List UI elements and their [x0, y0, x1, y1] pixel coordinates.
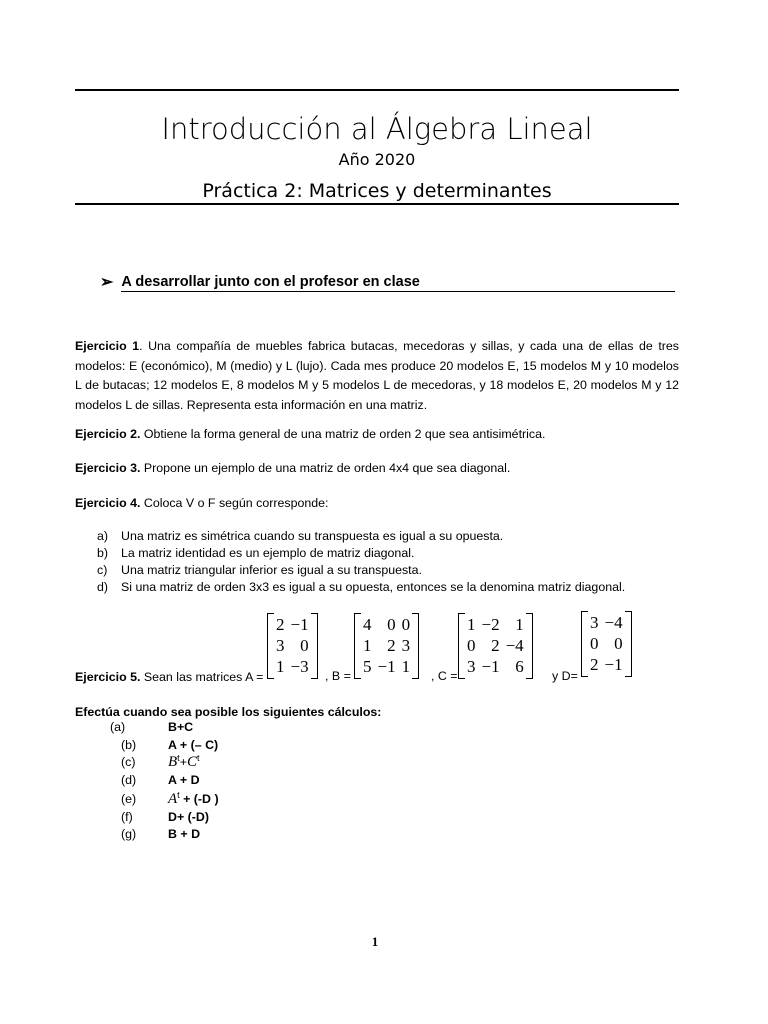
list-item-text: La matriz identidad es un ejemplo de matriz diagonal.	[121, 546, 415, 560]
matrix-cell: −1	[290, 615, 309, 634]
calculations-intro	[75, 703, 679, 723]
matrix-c-table	[464, 614, 527, 677]
matrix-cell: 1	[276, 657, 285, 676]
matrix-cell: 0	[300, 636, 309, 655]
list-item-text: Una matriz triangular inferior es igual a su transpuesta.	[121, 563, 422, 577]
exercise-5-text: Sean las matrices A =	[140, 670, 264, 684]
matrix-cell: 1	[401, 657, 411, 676]
matrix-cell: 0	[401, 615, 411, 634]
top-rule	[75, 89, 679, 91]
matrix-cell: 2	[276, 615, 285, 634]
exercise-4	[75, 494, 679, 514]
transpose-superscript: t	[177, 790, 180, 800]
list-item-label: b)	[97, 546, 109, 560]
list-item	[97, 580, 625, 594]
matrix-cell: 3	[590, 613, 599, 632]
section-heading-text: A desarrollar junto con el profesor en clase	[121, 274, 675, 292]
left-bracket	[581, 611, 588, 677]
calc-item-label: (d)	[121, 773, 137, 787]
calc-item-expr: A + D	[168, 773, 200, 787]
operator: + (-D )	[179, 792, 219, 807]
exercise-5-label: Ejercicio 5.	[75, 670, 141, 684]
matrix-c-label: , C =	[431, 669, 458, 683]
document-title: Introducción al Álgebra Lineal	[161, 112, 593, 146]
matrix-cell: −4	[505, 636, 524, 655]
matrix-symbol: B	[168, 754, 178, 771]
matrix-cell: 2	[590, 655, 599, 674]
section-heading	[100, 272, 675, 292]
matrix-d-table	[587, 612, 626, 675]
calc-item-label: (c)	[121, 755, 136, 769]
matrix-symbol: C	[186, 754, 197, 771]
matrix-d	[581, 611, 632, 675]
list-item-label: c)	[97, 563, 108, 577]
exercise-2	[75, 425, 679, 445]
matrix-cell: 5	[363, 657, 372, 676]
page-number: 1	[371, 934, 379, 949]
right-bracket	[526, 613, 533, 679]
matrix-cell: 6	[515, 657, 524, 676]
calc-item-label: (g)	[121, 827, 137, 841]
matrix-b	[354, 613, 419, 677]
left-bracket	[354, 613, 361, 679]
exercise-4-text: Coloca V o F según corresponde:	[140, 496, 329, 510]
right-bracket	[412, 613, 419, 679]
transpose-superscript: t	[177, 753, 180, 763]
list-item	[97, 529, 503, 543]
matrix-d-label: y D=	[552, 669, 578, 683]
calc-item-expr: B+C	[168, 720, 194, 734]
calculations-intro-text: Efectúa cuando sea posible los siguientes cálculos:	[75, 705, 382, 719]
matrix-cell: 2	[387, 636, 396, 655]
exercise-2-label: Ejercicio 2.	[75, 427, 141, 441]
matrix-cell: 0	[467, 636, 476, 655]
calc-item-expr: A + (– C)	[168, 738, 219, 752]
calc-item-expr: D+ (-D)	[168, 810, 209, 824]
calc-item-expr: B + D	[168, 827, 201, 841]
operator: +	[179, 755, 187, 770]
calc-item-label: (f)	[121, 810, 133, 824]
matrix-cell: 0	[614, 634, 623, 653]
matrix-cell: −1	[604, 655, 623, 674]
list-item-label: a)	[97, 529, 109, 543]
matrix-b-label: , B =	[325, 669, 351, 683]
calc-item-label: (a)	[110, 720, 126, 734]
list-item-text: Si una matriz de orden 3x3 es igual a su opuesta, entonces se la denomina matriz diagonal.	[121, 580, 626, 594]
matrix-cell: −2	[481, 615, 500, 634]
calc-item-expr	[168, 790, 219, 808]
exercise-1-label: Ejercicio 1	[75, 339, 140, 353]
matrix-cell: 3	[401, 636, 411, 655]
matrix-cell: 0	[387, 615, 396, 634]
transpose-superscript: t	[196, 753, 200, 763]
matrix-cell: 3	[276, 636, 285, 655]
header-bottom-rule	[75, 203, 679, 205]
matrix-c	[458, 613, 533, 677]
matrix-cell: −4	[604, 613, 623, 632]
exercise-1-text: . Una compañía de muebles fabrica butacas, mecedoras y sillas, y cada una de ellas de tres modelos: E (económico), M (medio) y L (lujo). Cada mes produce 20 modelos E, 15 modelos M y 10 modelos L de butacas; 12 modelos E, 8 modelos M y 5 modelos L de mecedoras, y 18 modelos E, 20 modelos M y 12 modelos L de sillas. Representa esta información en una matriz.	[75, 339, 679, 412]
exercise-3	[75, 459, 679, 479]
matrix-cell: 1	[515, 615, 524, 634]
calc-item-label: (b)	[121, 738, 137, 752]
matrix-cell: 1	[467, 615, 476, 634]
right-bracket	[625, 611, 632, 677]
matrix-cell: −3	[290, 657, 309, 676]
matrix-symbol: A	[168, 791, 178, 808]
exercise-2-text: Obtiene la forma general de una matriz de orden 2 que sea antisimétrica.	[140, 427, 546, 441]
calc-item-label: (e)	[121, 792, 137, 806]
exercise-1	[75, 337, 679, 415]
document-year: Año 2020	[338, 150, 416, 169]
document-subtitle: Práctica 2: Matrices y determinantes	[202, 180, 552, 202]
exercise-3-text: Propone un ejemplo de una matriz de orden 4x4 que sea diagonal.	[140, 461, 511, 475]
matrix-a	[267, 613, 318, 677]
exercise-3-label: Ejercicio 3.	[75, 461, 141, 475]
arrowhead-bullet-icon: ➢	[100, 274, 114, 291]
matrix-a-table	[273, 614, 312, 677]
matrix-cell: 1	[363, 636, 372, 655]
list-item-label: d)	[97, 580, 109, 594]
exercise-5	[75, 668, 263, 688]
left-bracket	[458, 613, 465, 679]
list-item	[97, 546, 414, 560]
list-item	[97, 563, 422, 577]
matrix-cell: 0	[590, 634, 599, 653]
matrix-cell: 4	[363, 615, 372, 634]
matrix-cell: −1	[377, 657, 396, 676]
matrix-cell: 2	[491, 636, 500, 655]
matrix-b-table	[360, 614, 413, 677]
calc-item-expr	[168, 753, 199, 771]
list-item-text: Una matriz es simétrica cuando su transpuesta es igual a su opuesta.	[121, 529, 504, 543]
matrix-cell: 3	[467, 657, 476, 676]
right-bracket	[311, 613, 318, 679]
left-bracket	[267, 613, 274, 679]
exercise-4-label: Ejercicio 4.	[75, 496, 141, 510]
matrix-cell: −1	[481, 657, 500, 676]
